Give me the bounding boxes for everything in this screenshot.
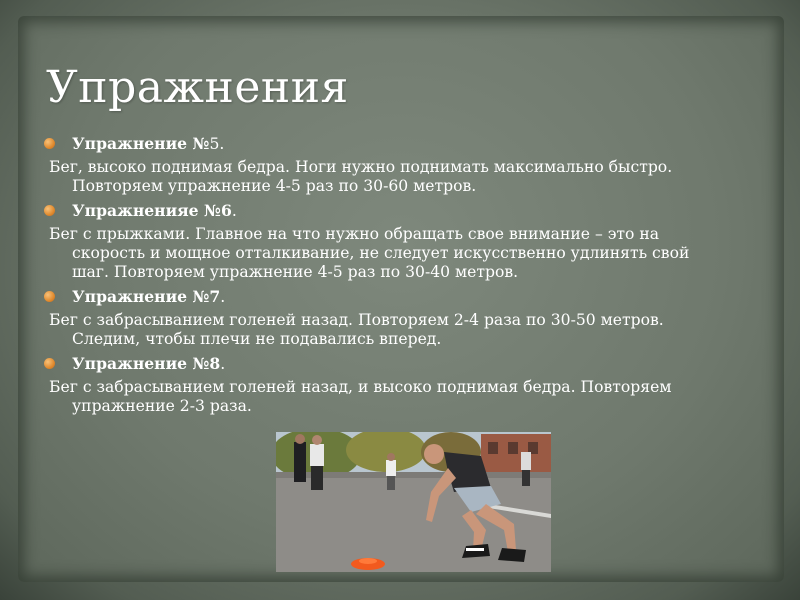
- exercise-description-5: [49, 158, 759, 196]
- description-line: упражнение 2-3 раза.: [72, 397, 252, 415]
- bullet-icon: [44, 291, 55, 302]
- exercise-heading-6: [44, 201, 759, 221]
- exercise-heading-8: [44, 354, 759, 374]
- description-line: Бег с прыжками. Главное на что нужно обращать свое внимание – это на: [49, 225, 660, 243]
- exercise-heading-5: [44, 134, 759, 154]
- description-line: Бег с забрасыванием голеней назад, и высоко поднимая бедра. Повторяем: [49, 378, 672, 396]
- exercise-description-7: [49, 311, 759, 349]
- exercise-description-8: [49, 378, 759, 416]
- description-line: Повторяем упражнение 4-5 раз по 30-60 метров.: [72, 177, 477, 195]
- slide-content: [44, 134, 759, 421]
- exercise-heading-text: Упражнение №7: [72, 287, 221, 306]
- description-line: шаг. Повторяем упражнение 4-5 раз по 30-40 метров.: [72, 263, 519, 281]
- slide-title: Упражнения: [46, 62, 349, 113]
- running-athletes-photo: [276, 432, 551, 572]
- description-line: Бег, высоко поднимая бедра. Ноги нужно поднимать максимально быстро.: [49, 158, 673, 176]
- exercise-heading-text: Упражнение №: [72, 134, 210, 153]
- description-line: Следим, чтобы плечи не подавались вперед.: [72, 330, 442, 348]
- exercise-heading-text: Упражнение №8: [72, 354, 221, 373]
- description-line: Бег с забрасыванием голеней назад. Повторяем 2-4 раза по 30-50 метров.: [49, 311, 664, 329]
- exercise-heading-text: Упражненияе №6: [72, 201, 232, 220]
- description-line: скорость и мощное отталкивание, не следует искусственно удлинять свой: [72, 244, 690, 262]
- photo-illustration: [276, 432, 551, 572]
- exercise-heading-num: .: [231, 202, 237, 220]
- bullet-icon: [44, 358, 55, 369]
- bullet-icon: [44, 138, 55, 149]
- exercise-heading-num: .: [220, 355, 226, 373]
- exercise-heading-7: [44, 287, 759, 307]
- exercise-heading-num: 5.: [209, 135, 225, 153]
- exercise-description-6: [49, 225, 759, 282]
- exercise-heading-num: .: [220, 288, 226, 306]
- bullet-icon: [44, 205, 55, 216]
